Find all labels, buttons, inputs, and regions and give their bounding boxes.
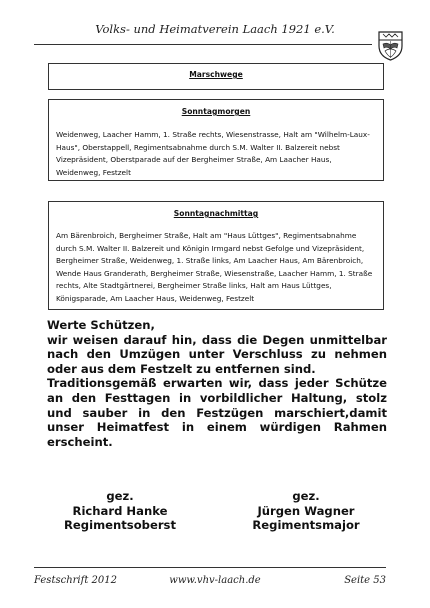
sunday-morning-box [48, 99, 384, 181]
march-routes-box [48, 63, 384, 90]
signature-right-role: Regimentsmajor [252, 518, 360, 533]
message-greeting: Werte Schützen, [47, 318, 155, 332]
footer-website: www.vhv-laach.de [169, 575, 261, 586]
signature-left [50, 489, 190, 533]
sunday-morning-title: Sonntagmorgen [181, 107, 251, 116]
sunday-morning-route: Weidenweg, Laacher Hamm, 1. Straße rechts, Wiesenstrasse, Halt am "Wilhelm-Laux-Haus", Oberstappell, Regimentsabnahme durch S.M. Walter II. Balzereit nebst Vizepräsident, Oberstparade auf der Bergheimer Straße, Am Laacher Haus, Weidenweg, Festzelt [56, 130, 370, 177]
message-paragraph-2: Traditionsgemäß erwarten wir, dass jeder Schütze an den Festtagen in vorbildlicher Haltung, stolz und sauber in den Festzügen marschiert,damit unser Heimatfest in einem würdigen Rahmen erscheint. [47, 376, 387, 449]
signature-left-name: Richard Hanke [72, 503, 168, 518]
footer-page-number: Seite 53 [344, 575, 386, 586]
footer-publication: Festschrift 2012 [34, 575, 117, 586]
signature-left-role: Regimentsoberst [64, 518, 176, 533]
signature-left-gez: gez. [106, 489, 134, 503]
sunday-afternoon-title: Sonntagnachmittag [173, 209, 259, 218]
march-routes-title: Marschwege [189, 70, 243, 79]
signature-right-name: Jürgen Wagner [257, 503, 355, 518]
sunday-afternoon-route: Am Bärenbroich, Bergheimer Straße, Halt am "Haus Lüttges", Regimentsabnahme durch S.M. Walter II. Balzereit und Königin Irmgard nebst Gefolge und Vizepräsident, Bergheimer Straße, Weidenweg, 1. Straße links, Am Laacher Haus, Am Bärenbroich, Wende Haus Granderath, Bergheimer Straße, Wiesenstraße, Laacher Hamm, 1. Straße rechts, Alte Stadtgärtnerei, Bergheimer Straße links, Halt am Haus Lüttges, Königsparade, Am Laacher Haus, Weidenweg, Festzelt [56, 231, 373, 303]
message-block [47, 318, 387, 449]
header-rule [34, 44, 372, 45]
sunday-afternoon-box [48, 201, 384, 310]
footer-rule [34, 567, 386, 568]
signature-right-gez: gez. [292, 489, 320, 503]
signature-right [236, 489, 376, 533]
coat-of-arms-icon [377, 29, 404, 61]
header-title: Volks- und Heimatverein Laach 1921 e.V. [95, 22, 335, 36]
message-paragraph-1: wir weisen darauf hin, dass die Degen unmittelbar nach den Umzügen unter Verschluss zu nehmen oder aus dem Festzelt zu entfernen sind. [47, 332, 387, 376]
